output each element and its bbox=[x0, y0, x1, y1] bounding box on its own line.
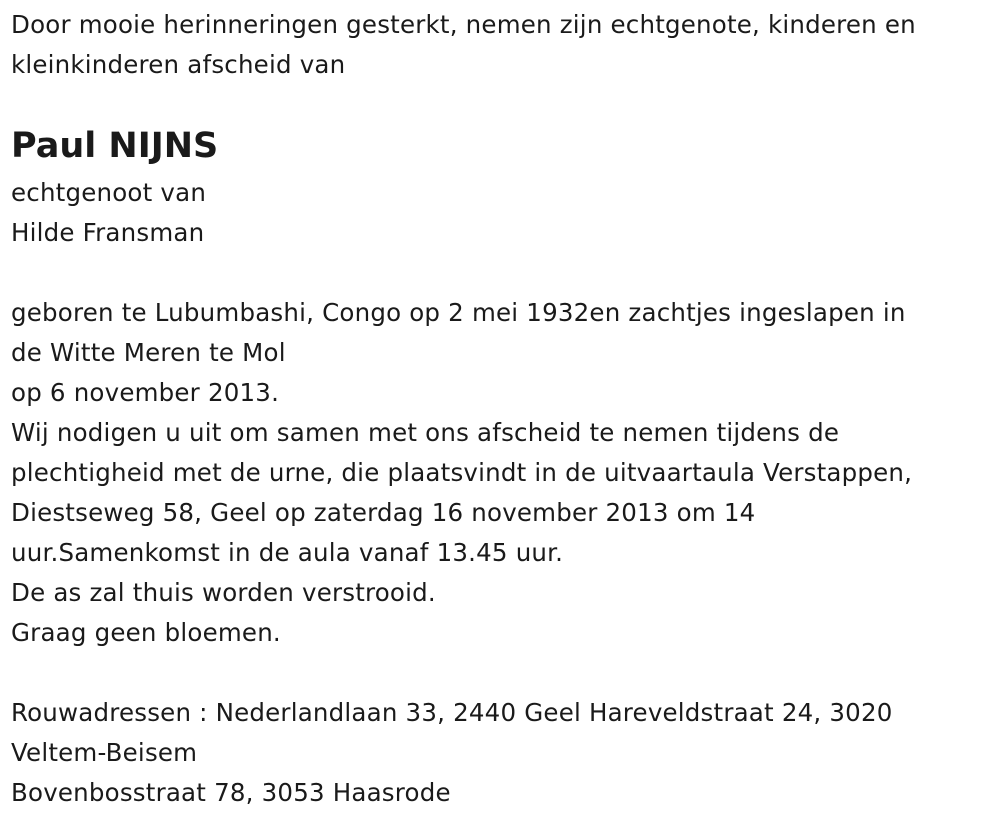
details-line: uur.Samenkomst in de aula vanaf 13.45 uur. bbox=[11, 538, 564, 567]
address-line: Veltem-Beisem bbox=[11, 738, 198, 767]
spouse-line: echtgenoot van bbox=[11, 178, 207, 207]
address-line: Bovenbosstraat 78, 3053 Haasrode bbox=[11, 778, 451, 807]
intro-line: Door mooie herinneringen gesterkt, nemen zijn echtgenote, kinderen en bbox=[11, 10, 916, 39]
details-line: Diestseweg 58, Geel op zaterdag 16 november 2013 om 14 bbox=[11, 498, 756, 527]
intro-line: kleinkinderen afscheid van bbox=[11, 50, 346, 79]
details-line: Graag geen bloemen. bbox=[11, 618, 281, 647]
details-line: op 6 november 2013. bbox=[11, 378, 280, 407]
details-line: de Witte Meren te Mol bbox=[11, 338, 286, 367]
spouse-line: Hilde Fransman bbox=[11, 218, 205, 247]
details-line: De as zal thuis worden verstrooid. bbox=[11, 578, 436, 607]
address-line: Rouwadressen : Nederlandlaan 33, 2440 Geel Hareveldstraat 24, 3020 bbox=[11, 698, 893, 727]
deceased-name: Paul NIJNS bbox=[11, 126, 219, 166]
details-line: plechtigheid met de urne, die plaatsvindt in de uitvaartaula Verstappen, bbox=[11, 458, 913, 487]
details-line: Wij nodigen u uit om samen met ons afscheid te nemen tijdens de bbox=[11, 418, 840, 447]
details-line: geboren te Lubumbashi, Congo op 2 mei 1932en zachtjes ingeslapen in bbox=[11, 298, 906, 327]
